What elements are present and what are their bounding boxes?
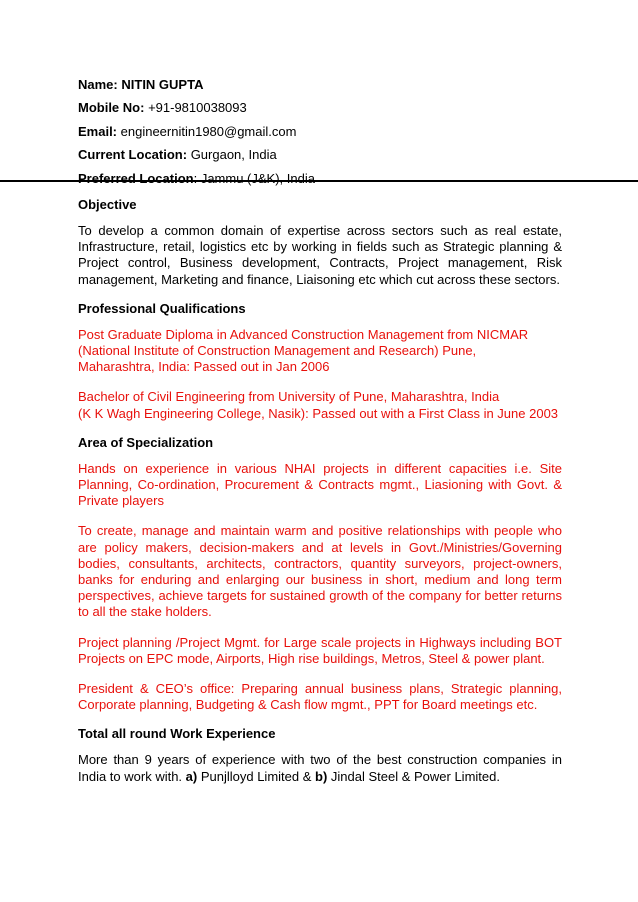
current-location-value: Gurgaon, India [190, 147, 277, 163]
mobile-line [78, 96, 315, 119]
company-a-label: a) [185, 768, 198, 784]
preferred-location-line [78, 167, 315, 190]
experience-heading: Total all round Work Experience [78, 726, 276, 742]
company-b: Jindal Steel & Power Limited. [327, 768, 500, 784]
qualification-line: Post Graduate Diploma in Advanced Construction Management from NICMAR [78, 326, 529, 342]
resume-body [78, 196, 562, 785]
specialization-heading: Area of Specialization [78, 434, 214, 450]
preferred-location-value: : Jammu (J&K), India [193, 170, 315, 186]
current-location-line [78, 143, 315, 166]
qualification-item [78, 327, 562, 376]
company-a: Punjlloyd Limited & [197, 768, 315, 784]
email-label: Email: [78, 123, 118, 139]
qualification-line: Maharashtra, India: Passed out in Jan 2006 [78, 359, 330, 375]
qualification-line: (National Institute of Construction Management and Research) Pune, [78, 343, 477, 359]
qualifications-heading: Professional Qualifications [78, 300, 246, 316]
qualification-line: Bachelor of Civil Engineering from University of Pune, Maharashtra, India [78, 389, 500, 405]
qualification-line: (K K Wagh Engineering College, Nasik): Passed out with a First Class in June 2003 [78, 405, 559, 421]
mobile-value: +91-9810038093 [148, 100, 247, 116]
specialization-item: Project planning /Project Mgmt. for Large scale projects in Highways including BOT Projects on EPC mode, Airports, High rise buildings, Metros, Steel & power plant. [78, 634, 562, 666]
name-value: NITIN GUPTA [121, 77, 204, 92]
email-value: engineernitin1980@gmail.com [120, 123, 297, 139]
preferred-location-label: Preferred Location [78, 170, 194, 186]
name-line [78, 73, 315, 96]
experience-text-part: More than 9 years of experience with two of the best construction companies in India to work with. [78, 752, 562, 784]
objective-heading: Objective [78, 197, 137, 212]
current-location-label: Current Location: [78, 147, 188, 163]
qualification-item [78, 389, 562, 421]
name-label: Name: [78, 77, 118, 92]
objective-text: To develop a common domain of expertise across sectors such as real estate, Infrastructure, retail, logistics etc by working in fields such as Strategic planning & Project control, Business development, Contracts, Project management, Risk management, Marketing and finance, Liaisoning etc which cut across these sectors. [78, 223, 562, 287]
company-b-label: b) [315, 768, 328, 784]
email-line [78, 120, 315, 143]
header-divider [0, 180, 638, 182]
contact-block [78, 73, 315, 190]
specialization-item: President & CEO’s office: Preparing annual business plans, Strategic planning, Corporate planning, Budgeting & Cash flow mgmt., PPT for Board meetings etc. [78, 681, 562, 713]
mobile-label: Mobile No: [78, 100, 145, 116]
specialization-item: Hands on experience in various NHAI projects in different capacities i.e. Site Planning, Co-ordination, Procurement & Contracts mgmt., Liasioning with Govt. & Private players [78, 460, 562, 509]
specialization-item: To create, manage and maintain warm and positive relationships with people who are policy makers, decision-makers and at levels in Govt./Ministries/Governing bodies, consultants, architects, contractors, quantity surveyors, project-owners, banks for enduring and enlarging our business in short, medium and long term perspectives, achieve targets for sustained growth of the company for better returns to all the stake holders. [78, 523, 562, 620]
experience-text [78, 752, 562, 784]
